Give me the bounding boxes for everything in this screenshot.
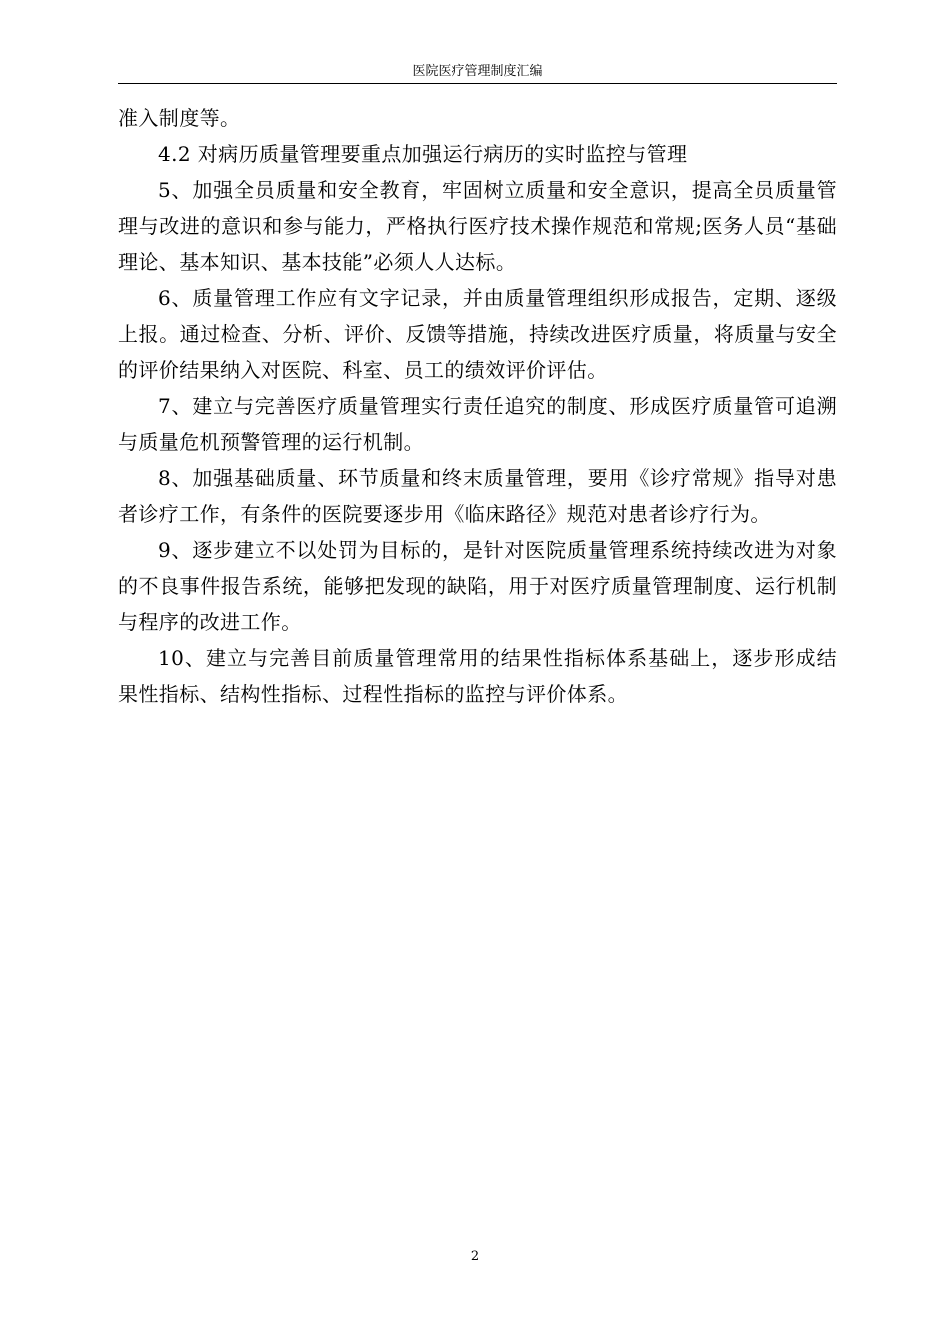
page-header-title: 医院医疗管理制度汇编 <box>412 64 543 79</box>
document-body <box>118 100 837 712</box>
paragraph-6: 6、质量管理工作应有文字记录，并由质量管理组织形成报告，定期、逐级上报。通过检查、分析、评价、反馈等措施，持续改进医疗质量，将质量与安全的评价结果纳入对医院、科室、员工的绩效评价评估。 <box>118 286 837 382</box>
paragraph-4-2: 4.2 对病历质量管理要重点加强运行病历的实时监控与管理 <box>158 142 688 166</box>
paragraph-7: 7、建立与完善医疗质量管理实行责任追究的制度、形成医疗质量管可追溯与质量危机预警管理的运行机制。 <box>118 394 837 454</box>
paragraph-8: 8、加强基础质量、环节质量和终末质量管理，要用《诊疗常规》指导对患者诊疗工作，有条件的医院要逐步用《临床路径》规范对患者诊疗行为。 <box>118 466 837 526</box>
header-divider <box>118 83 837 84</box>
paragraph-5: 5、加强全员质量和安全教育，牢固树立质量和安全意识，提高全员质量管理与改进的意识和参与能力，严格执行医疗技术操作规范和常规;医务人员“基础理论、基本知识、基本技能”必须人人达标。 <box>118 178 837 274</box>
paragraph-continuation: 准入制度等。 <box>118 106 241 130</box>
page-number: 2 <box>470 1249 480 1264</box>
paragraph-10: 10、建立与完善目前质量管理常用的结果性指标体系基础上，逐步形成结果性指标、结构性指标、过程性指标的监控与评价体系。 <box>118 646 837 706</box>
paragraph-9: 9、逐步建立不以处罚为目标的，是针对医院质量管理系统持续改进为对象的不良事件报告系统，能够把发现的缺陷，用于对医疗质量管理制度、运行机制与程序的改进工作。 <box>118 538 837 634</box>
